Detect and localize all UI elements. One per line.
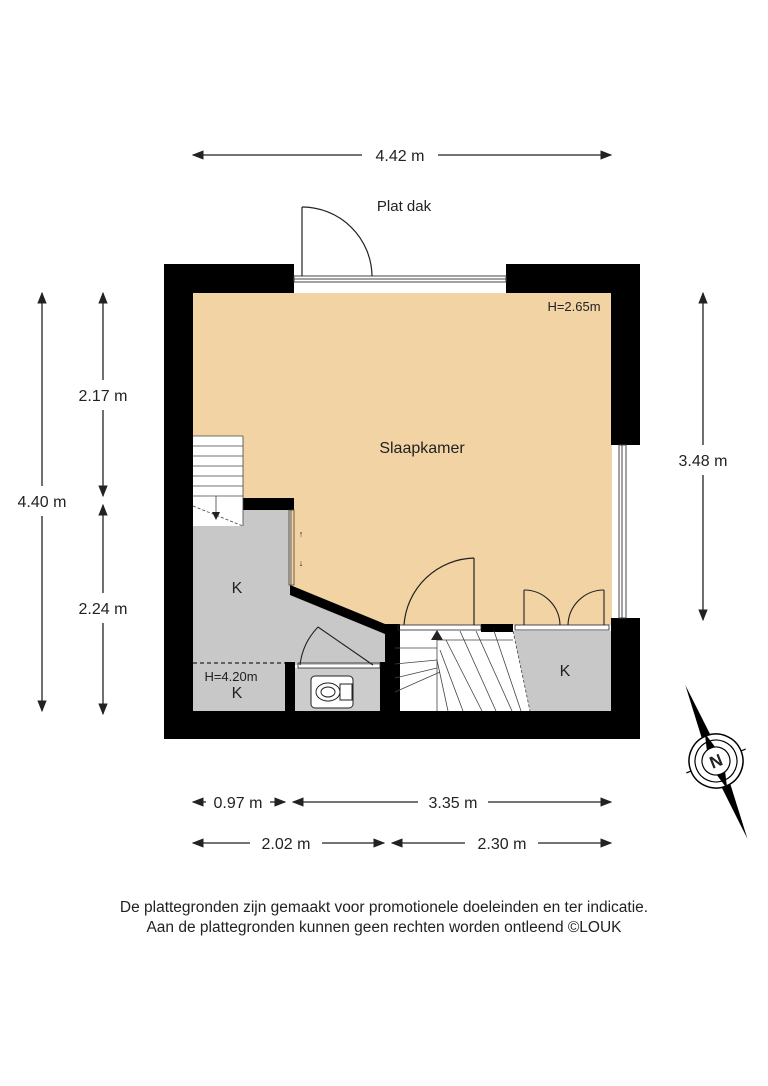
room-label-storage-small: K [231,685,243,702]
slide-down-icon: ↓ [298,558,304,568]
dim-right-height: 3.48 m [678,453,728,470]
dim-bottom-b-right: 2.30 m [477,836,527,853]
room-label-storage-right: K [559,663,571,680]
dim-bottom-b-left: 2.02 m [261,836,311,853]
disclaimer [0,898,768,938]
stair-floor [395,631,530,711]
outside-label: Plat dak [376,198,432,215]
dim-left-lower: 2.24 m [78,601,128,618]
room-label-slaapkamer: Slaapkamer [379,440,465,457]
window-top [294,276,506,282]
dim-bottom-a-left: 0.97 m [213,795,263,812]
toilet-icon [311,676,353,708]
room-label-storage-left: K [231,580,243,597]
compass-icon [656,673,768,851]
height-label-main: H=2.65m [547,299,601,314]
dim-bottom-a-right: 3.35 m [428,795,478,812]
window-right [619,445,626,618]
height-label-small: H=4.20m [204,669,258,684]
door-roof [302,207,372,276]
disclaimer-line-1: De plattegronden zijn gemaakt voor promotionele doeleinden en ter indicatie. [119,899,649,916]
dim-top-width: 4.42 m [375,148,425,165]
dim-left-upper: 2.17 m [78,388,128,405]
compass-north-letter: N [706,750,726,773]
slide-up-icon: ↑ [298,529,304,539]
disclaimer-line-2: Aan de plattegronden kunnen geen rechten worden ontleend ©LOUK [146,919,622,936]
dim-left-total: 4.40 m [17,494,67,511]
